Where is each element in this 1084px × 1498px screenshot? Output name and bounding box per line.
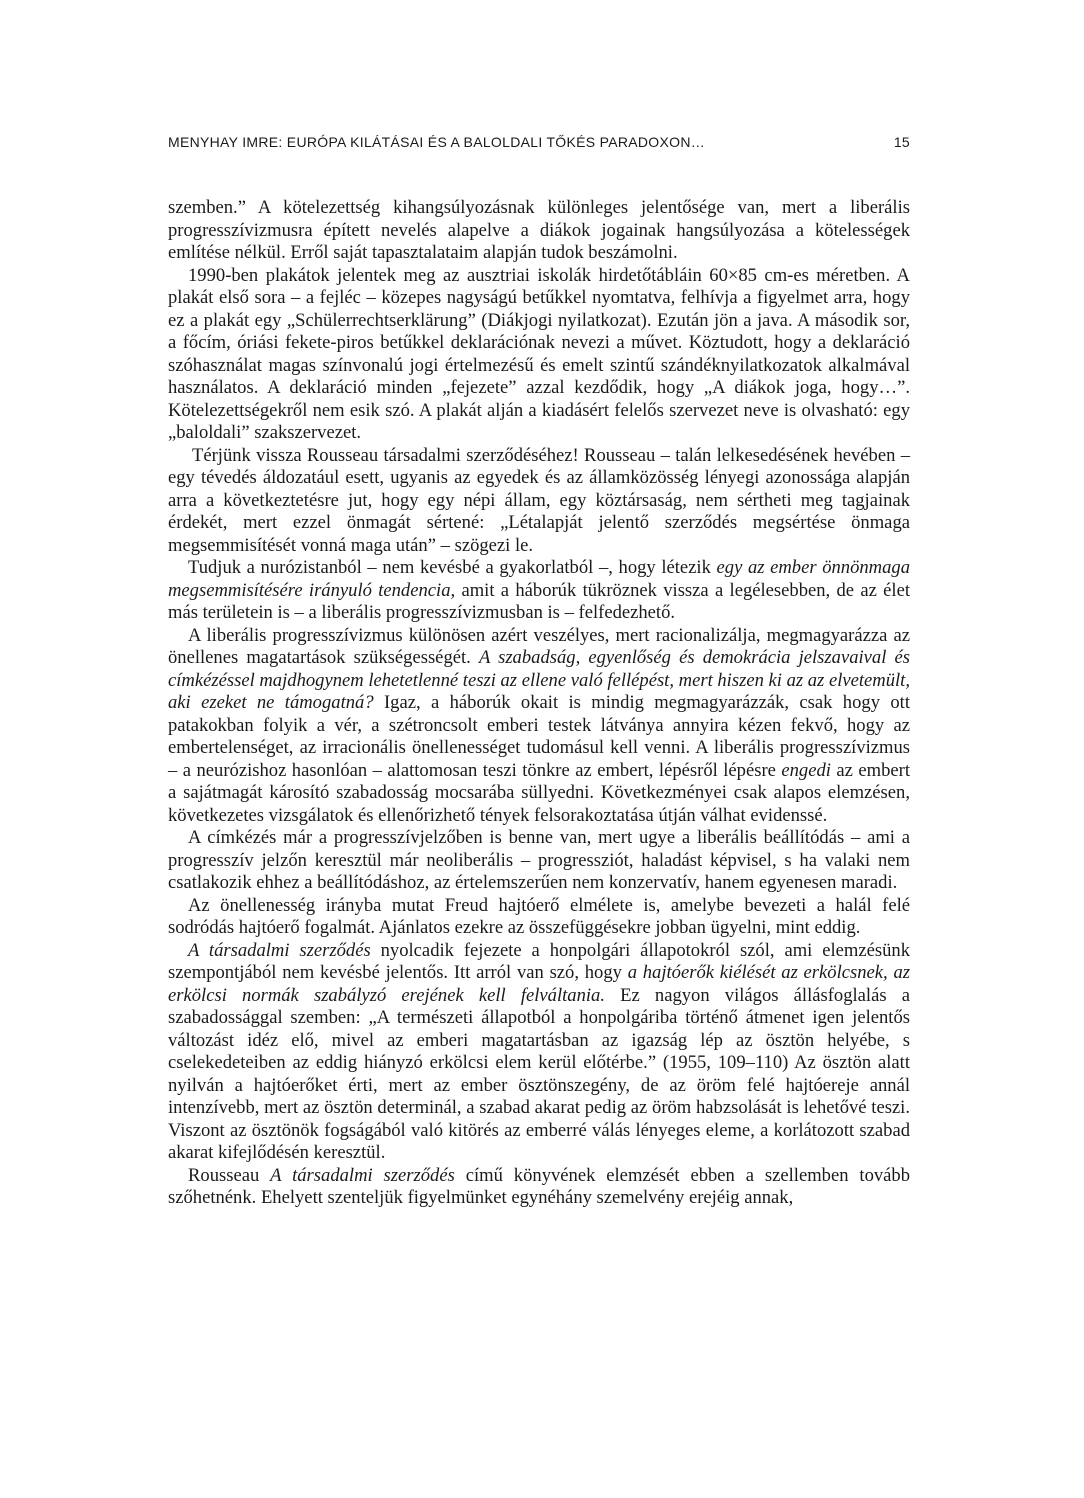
text-run: szemben.” A kötelezettség kihangsúlyozásnak különleges jelentősége van, mert a liberális progresszívizmusra épített nevelés alapelve a diákok jogainak hangsúlyozása a kötelességek említése nélkül. Erről saját tapasztalataim alapján tudok beszámolni. <box>168 197 910 263</box>
paragraph <box>168 197 910 265</box>
text-run: Ez nagyon világos állásfoglalás a szabadossággal szemben: „A természeti állapotból a honpolgáriba történő átmenet igen jelentős változást idéz elő, mivel az emberi magatartásban az igazság lép az ösztön helyébe, s cselekedeteiben az eddig hiányzó erkölcsi elem kerül előtérbe.” (1955, 109–110) Az ösztön alatt nyilván a hajtóerőket érti, mert az ember ösztönszegény, de az öröm felé hajtóereje annál intenzívebb, mert az ösztön determinál, a szabad akarat pedig az öröm habzsolását is lehetővé teszi. Viszont az ösztönök fogságából való kitörés az emberré válás lényeges eleme, a korlátozott szabad akarat kifejlődésén keresztül. <box>168 984 910 1163</box>
paragraph <box>168 625 910 828</box>
paragraph <box>168 265 910 445</box>
body-text <box>168 197 910 1210</box>
text-run: A címkézés már a progresszívjelzőben is benne van, mert ugye a liberális beállítódás – ami a progresszív jelzőn keresztül már neoliberális – progressziót, haladást képvisel, s ha valaki nem csatlakozik ehhez a beállítódáshoz, az értelemszerűen nem konzervatív, hanem egyenesen maradi. <box>168 827 910 893</box>
text-run: amit a háborúk tükröznek vissza a legélesebben, de az élet más területein is – a liberális progresszívizmusban is – felfedezhető. <box>168 579 910 623</box>
italic-run: A szabadság, egyenlőség és demokrácia jelszavaival és címkézéssel majdhogynem lehetetlenné teszi az ellene való fellépést, mert hiszen ki az az elvetemült, aki ezeket ne támogatná? <box>168 647 910 713</box>
paragraph <box>168 445 910 558</box>
text-run: az embert a sajátmagát károsító szabadosság mocsarába süllyedni. Következményei csak alapos elemzésen, következetes vizsgálatok és ellenőrizhető tények felsorakoztatása útján válhat evidenssé. <box>168 759 910 826</box>
text-run: nyolcadik fejezete a honpolgári állapotokról szól, ami elemzésünk szempontjából nem kevésbé jelentős. Itt arról van szó, hogy <box>168 939 911 983</box>
text-run: A liberális progresszívizmus különösen azért veszélyes, mert racionalizálja, megmagyarázza az önellenes magatartások szükségességét. <box>168 624 910 668</box>
text-run: 1990-ben plakátok jelentek meg az ausztriai iskolák hirdetőtábláin 60×85 cm-es méretben. A plakát első sora – a fejléc – közepes nagyságú betűkkel nyomtatva, felhívja a figyelmet arra, hogy ez a plakát egy „Schülerrechtserklärung” (Diákjogi nyilatkozat). Ezután jön a java. A második sor, a főcím, óriási fekete-piros betűkkel deklarációnak nevezi a művet. Köztudott, hogy a deklaráció szóhasználat magas színvonalú jogi értelmezésű és emelt szintű szándéknyilatkozatok alkalmával használatos. A deklaráció minden „fejezete” azzal kezdődik, hogy „A diákok joga, hogy…”. Kötelezettségekről nem esik szó. A plakát alján a kiadásért felelős szervezet neve is olvasható: egy „baloldali” szakszervezet. <box>168 264 910 443</box>
italic-run: egy az ember önnönmaga megsemmisítésére irányuló tendencia, <box>168 557 910 601</box>
running-title: MENYHAY IMRE: EURÓPA KILÁTÁSAI ÉS A BALOLDALI TŐKÉS PARADOXON… <box>168 134 706 150</box>
text-run: Rousseau <box>188 1164 271 1186</box>
paragraph <box>168 940 910 1165</box>
page-number: 15 <box>893 134 910 150</box>
paragraph <box>168 827 910 895</box>
paragraph <box>168 895 910 940</box>
italic-run: engedi <box>781 759 831 781</box>
text-run: című könyvének elemzését ebben a szellemben tovább szőhetnénk. Ehelyett szenteljük figyelmünket egynéhány szemelvény erejéig annak, <box>168 1164 911 1208</box>
text-run: Térjünk vissza Rousseau társadalmi szerződéséhez! Rousseau – talán lelkesedésének hevében – egy tévedés áldozatául esett, ugyanis az egyedek és az államközösség lényegi azonossága alapján arra a következtetésre jut, hogy egy népi állam, egy köztársaság, nem sértheti meg tagjainak érdekét, mert ezzel önmagát sértené: „Létalapját jelentő szerződés megsértése önmaga megsemmisítését vonná maga után” – szögezi le. <box>168 444 910 556</box>
italic-run: A társadalmi szerződés <box>188 939 371 961</box>
text-run: Igaz, a háborúk okait is mindig megmagyarázzák, csak hogy ott patakokban folyik a vér, a szétroncsolt emberi testek látványa annyira kézen fekvő, hogy az embertelenséget, az irracionális önellenességet tudomásul kell venni. A liberális progresszívizmus – a neurózishoz hasonlóan – alattomosan teszi tönkre az embert, lépésről lépésre <box>168 692 910 781</box>
text-run: Az önellenesség irányba mutat Freud hajtóerő elmélete is, amelybe bevezeti a halál felé sodródás hajtóerő fogalmát. Ajánlatos ezekre az összefüggésekre jobban ügyelni, mint eddig. <box>168 894 910 938</box>
paragraph <box>168 557 910 625</box>
italic-run: A társadalmi szerződés <box>270 1164 455 1186</box>
text-run: Tudjuk a nurózistanból – nem kevésbé a gyakorlatból –, hogy létezik <box>188 557 717 578</box>
paragraph <box>168 1165 910 1210</box>
running-header <box>168 134 910 150</box>
italic-run: a hajtóerők kiélését az erkölcsnek, az erkölcsi normák szabályzó erejének kell felváltania. <box>168 962 910 1006</box>
